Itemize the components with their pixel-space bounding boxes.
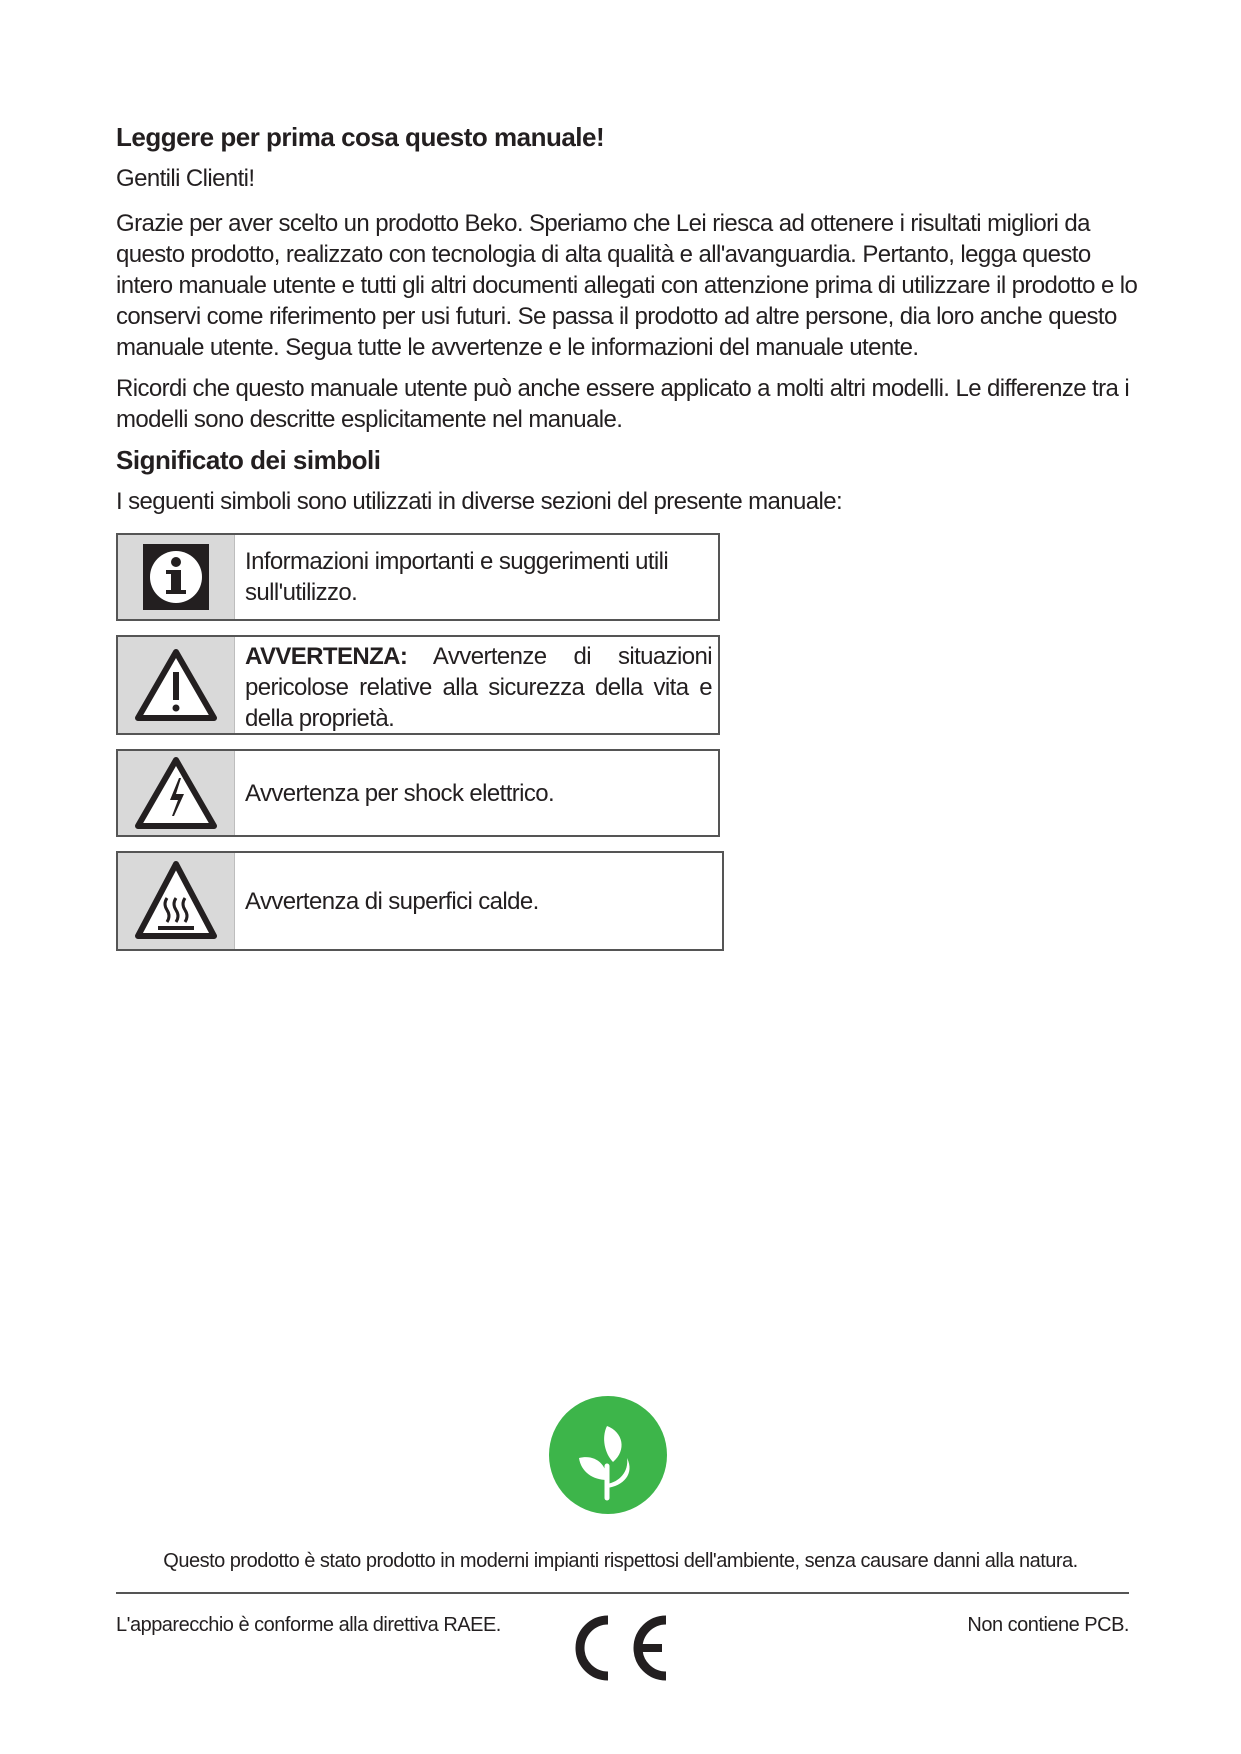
- main-content: [116, 122, 1140, 965]
- eco-caption: Questo prodotto è stato prodotto in moderni impianti rispettosi dell'ambiente, senza causare danni alla natura.: [163, 1550, 1078, 1572]
- symbol-text: Avvertenza di superfici calde.: [245, 887, 539, 915]
- greeting: Gentili Clienti!: [116, 165, 255, 192]
- symbol-text: Avvertenza per shock elettrico.: [245, 779, 555, 807]
- symbols-intro: I seguenti simboli sono utilizzati in diverse sezioni del presente manuale:: [116, 488, 843, 515]
- info-icon: [118, 535, 235, 619]
- electric-shock-icon: [118, 751, 235, 835]
- warning-text: Avvertenze di situazioni pericolose relative alla sicurezza della vita e della proprietà.: [245, 643, 712, 732]
- symbols-heading: Significato dei simboli: [116, 445, 381, 475]
- eco-leaf-icon: [549, 1396, 667, 1514]
- symbol-text: Informazioni importanti e suggerimenti utili sull'utilizzo.: [245, 548, 669, 606]
- warning-icon: [118, 637, 235, 733]
- symbol-row-hot-surface: [116, 851, 724, 951]
- symbol-text: [235, 637, 718, 733]
- symbol-row-info: [116, 533, 720, 621]
- no-pcb-note: Non contiene PCB.: [967, 1614, 1129, 1636]
- page-title: Leggere per prima cosa questo manuale!: [116, 122, 605, 152]
- symbol-row-electric: [116, 749, 720, 837]
- warning-label: AVVERTENZA:: [245, 643, 408, 670]
- ce-mark-icon: [570, 1610, 675, 1686]
- intro-paragraph: Grazie per aver scelto un prodotto Beko. Speriamo che Lei riesca ad ottenere i risultati migliori da questo prodotto, realizzato con tecnologia di alta qualità e all'avanguardia. Pertanto, legga questo intero manuale utente e tutti gli altri documenti allegati con attenzione prima di utilizzare il prodotto e lo conservi come riferimento per usi futuri. Se passa il prodotto ad altre persone, dia loro anche questo manuale utente. Segua tutte le avvertenze e le informazioni del manuale utente.: [116, 210, 1138, 361]
- hot-surface-icon: [118, 853, 235, 949]
- symbol-row-warning: [116, 635, 720, 735]
- weee-compliance: L'apparecchio è conforme alla direttiva RAEE.: [116, 1614, 501, 1636]
- models-paragraph: Ricordi che questo manuale utente può anche essere applicato a molti altri modelli. Le differenze tra i modelli sono descritte esplicitamente nel manuale.: [116, 375, 1130, 433]
- divider: [116, 1592, 1129, 1594]
